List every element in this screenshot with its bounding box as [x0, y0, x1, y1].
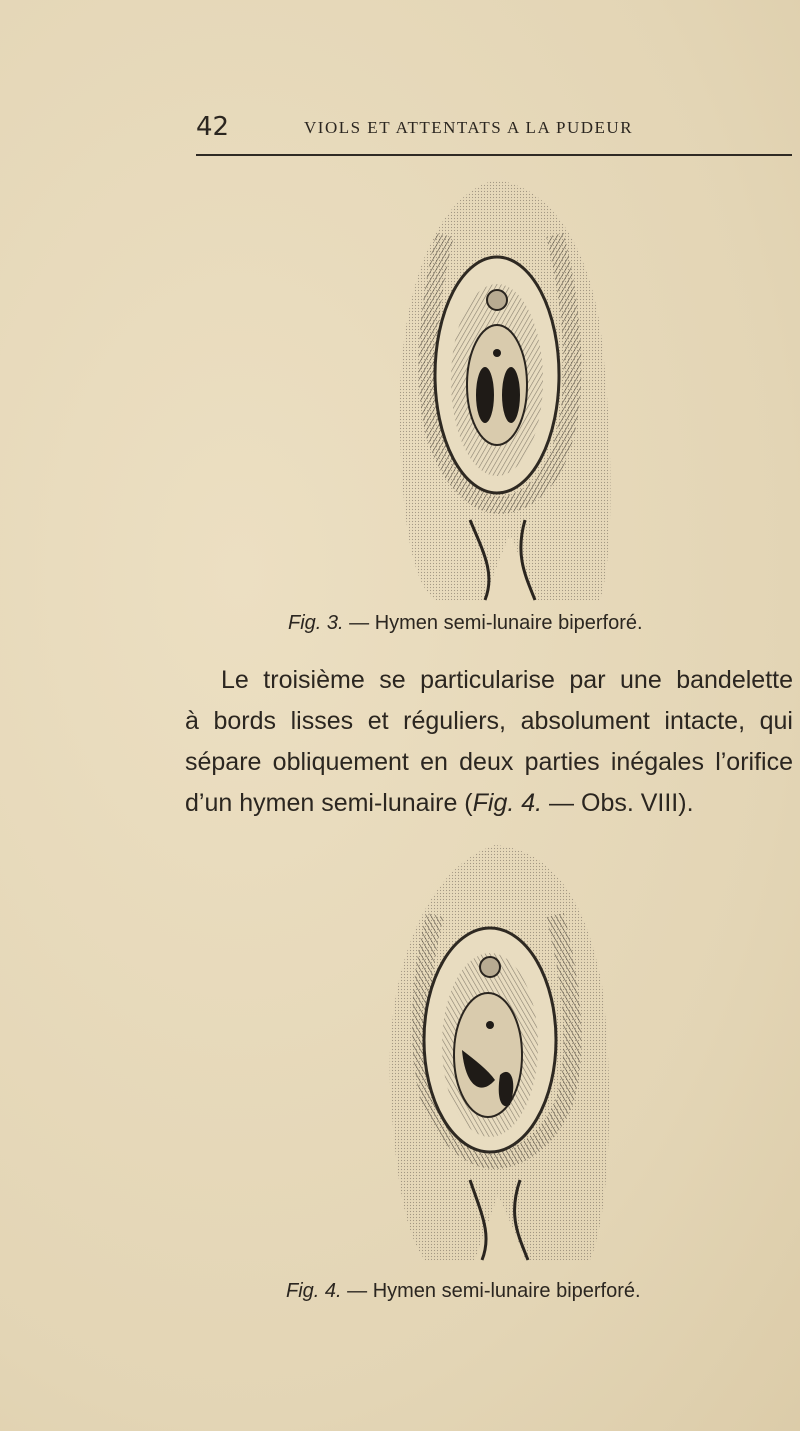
paragraph-line-4 [185, 783, 793, 824]
running-title: VIOLS ET ATTENTATS A LA PUDEUR [304, 118, 634, 137]
figure-4-label: Fig. 4. [286, 1280, 342, 1302]
figure-4-reference: Fig. 4. [472, 789, 543, 817]
header-rule [196, 154, 792, 156]
paragraph-line-1: Le troisième se particularise par une bandelette [221, 666, 793, 694]
figure-4-illustration [370, 835, 620, 1265]
paragraph-line-4-start: d’un hymen semi-lunaire ( [185, 789, 473, 817]
figure-3-label: Fig. 3. [288, 612, 344, 634]
paragraph-line-2: à bords lisses et réguliers, absolument intacte, qui [185, 707, 793, 735]
figure-3-caption-text: — Hymen semi-lunaire biperforé. [349, 612, 643, 634]
figure-4-caption-text: — Hymen semi-lunaire biperforé. [347, 1280, 641, 1302]
figure-3-caption [288, 612, 643, 635]
figure-4-caption [286, 1280, 641, 1303]
page-number: 42 [196, 112, 230, 142]
body-paragraph [185, 660, 793, 824]
figure-3-illustration [375, 175, 625, 605]
paragraph-line-3: sépare obliquement en deux parties inégales l’orifice [185, 748, 793, 776]
paragraph-line-4-end: — Obs. VIII). [542, 789, 694, 817]
page-header [196, 112, 786, 148]
